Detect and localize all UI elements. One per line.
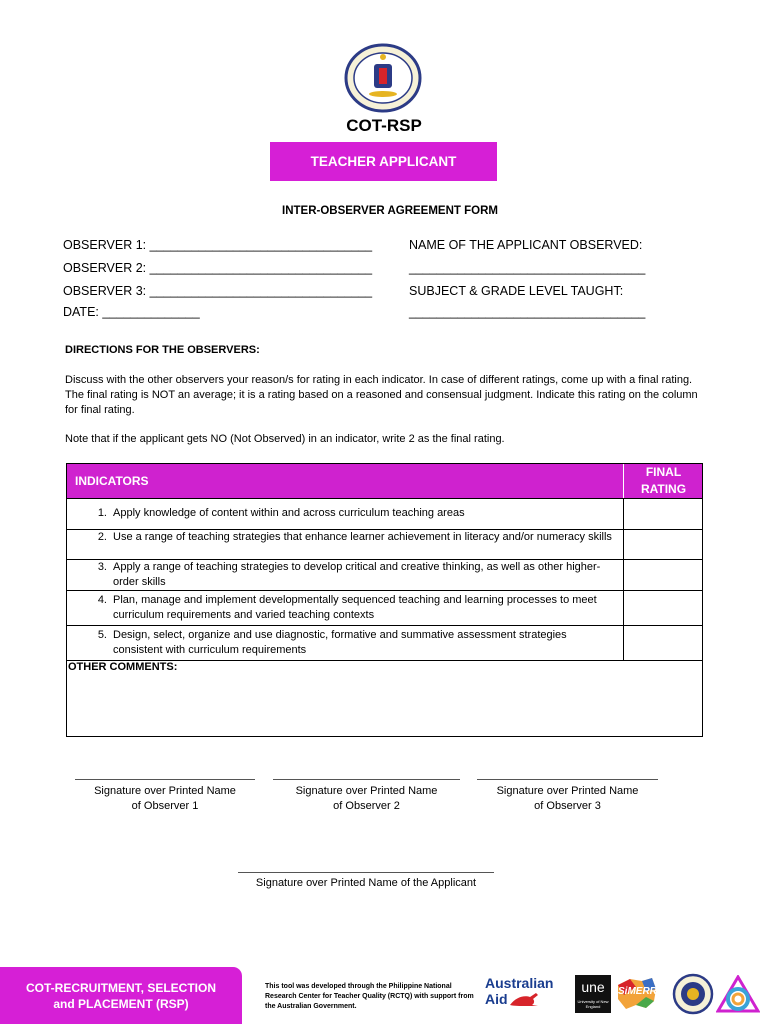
final-rating-cell[interactable]	[623, 499, 703, 529]
other-comments-area[interactable]	[67, 660, 703, 673]
teacher-applicant-banner: TEACHER APPLICANT	[270, 142, 497, 181]
indicator-text: Plan, manage and implement developmentally sequenced teaching and learning processes to meet curriculum requirements and varied teaching contexts	[113, 594, 597, 621]
australian-aid-logo	[485, 976, 565, 1012]
australian-aid-line1: Australian	[485, 975, 554, 991]
table-row	[67, 529, 702, 559]
observer-1-signature-line[interactable]	[75, 779, 255, 780]
date-field[interactable]: DATE: ______________	[63, 305, 200, 319]
table-row	[67, 498, 702, 529]
observer-2-label: of Observer 2	[333, 800, 400, 812]
final-rating-cell[interactable]	[623, 530, 703, 559]
deped-seal-logo	[343, 42, 423, 114]
observer-2-signature-line[interactable]	[273, 779, 460, 780]
final-rating-header-line2: RATING	[640, 482, 687, 496]
observer-2-field[interactable]: OBSERVER 2: ________________________________	[63, 261, 373, 275]
une-logo	[575, 975, 611, 1013]
applicant-name-label: NAME OF THE APPLICANT OBSERVED:	[409, 238, 643, 252]
observer-3-field[interactable]: OBSERVER 3: ________________________________	[63, 284, 373, 298]
indicator-number: 5.	[97, 629, 107, 641]
directions-note: Note that if the applicant gets NO (Not Observed) in an indicator, write 2 as the final rating.	[65, 433, 505, 445]
simerr-text: SiMERR	[618, 986, 657, 997]
une-logo-subtext: University of New England	[577, 999, 609, 1009]
table-row	[67, 625, 702, 660]
footer-rsp-banner	[0, 967, 242, 1024]
indicator-number: 1.	[97, 507, 107, 519]
observer-1-label: of Observer 1	[131, 800, 199, 812]
indicator-text: Design, select, organize and use diagnostic, formative and summative assessment strategies consistent with curriculum requirements	[113, 629, 567, 656]
table-header	[67, 464, 702, 498]
directions-paragraph: Discuss with the other observers your reason/s for rating in each indicator. In case of different ratings, come up with a final rating. The final rating is NOT an average; it is a rating based on a reasoned and consensual judgment. Indicate this rating on the column for final rating.	[65, 374, 698, 416]
kangaroo-icon	[508, 991, 542, 1007]
indicator-text: Apply knowledge of content within and across curriculum teaching areas	[113, 507, 465, 519]
footer-banner-line2: and PLACEMENT (RSP)	[53, 996, 189, 1011]
subject-grade-line[interactable]: __________________________________	[409, 305, 646, 319]
applicant-name-line[interactable]: __________________________________	[409, 261, 646, 275]
table-row	[67, 559, 702, 590]
indicator-text: Apply a range of teaching strategies to develop critical and creative thinking, as well as other higher-order skills	[113, 561, 601, 588]
signature-label: Signature over Printed Name	[496, 785, 639, 797]
rctq-seal-logo	[672, 973, 714, 1015]
form-subtitle: INTER-OBSERVER AGREEMENT FORM	[282, 205, 498, 217]
observer-1-field[interactable]: OBSERVER 1: ________________________________	[63, 238, 373, 252]
observer-2-signature-caption	[273, 784, 460, 814]
table-row	[67, 590, 702, 625]
indicators-column-header: INDICATORS	[75, 474, 149, 488]
final-rating-cell[interactable]	[623, 626, 703, 660]
australian-aid-line2-wrap	[485, 991, 565, 1007]
other-comments-label: OTHER COMMENTS:	[68, 661, 178, 673]
rctq-ring-logo	[716, 975, 760, 1015]
indicator-text: Use a range of teaching strategies that enhance learner achievement in literacy and/or numeracy skills	[113, 531, 612, 543]
observer-1-signature-caption	[75, 784, 255, 814]
observer-3-signature-line[interactable]	[477, 779, 658, 780]
form-title: COT-RSP	[346, 116, 422, 135]
observer-3-signature-caption	[477, 784, 658, 814]
final-rating-column-header	[623, 464, 703, 498]
directions-heading: DIRECTIONS FOR THE OBSERVERS:	[65, 344, 260, 356]
final-rating-cell[interactable]	[623, 560, 703, 590]
footer-banner-line1: COT-RECRUITMENT, SELECTION	[25, 980, 216, 995]
applicant-signature-caption: Signature over Printed Name of the Applicant	[255, 877, 477, 889]
indicator-number: 4.	[97, 594, 107, 606]
indicators-table	[66, 463, 703, 737]
signature-label: Signature over Printed Name	[295, 785, 438, 797]
australian-aid-line2: Aid	[485, 990, 508, 1007]
final-rating-header-line1: FINAL	[645, 465, 682, 479]
une-logo-text: une	[581, 979, 605, 995]
indicator-number: 3.	[97, 561, 107, 573]
footer-note: This tool was developed through the Philippine National Research Center for Teacher Quality (RCTQ) with support from the Australian Government.	[265, 983, 474, 1010]
subject-grade-label: SUBJECT & GRADE LEVEL TAUGHT:	[409, 284, 624, 298]
final-rating-cell[interactable]	[623, 591, 703, 625]
indicator-number: 2.	[97, 531, 107, 543]
applicant-signature-line[interactable]	[238, 872, 494, 873]
observer-3-label: of Observer 3	[534, 800, 601, 812]
signature-label: Signature over Printed Name	[94, 785, 236, 797]
